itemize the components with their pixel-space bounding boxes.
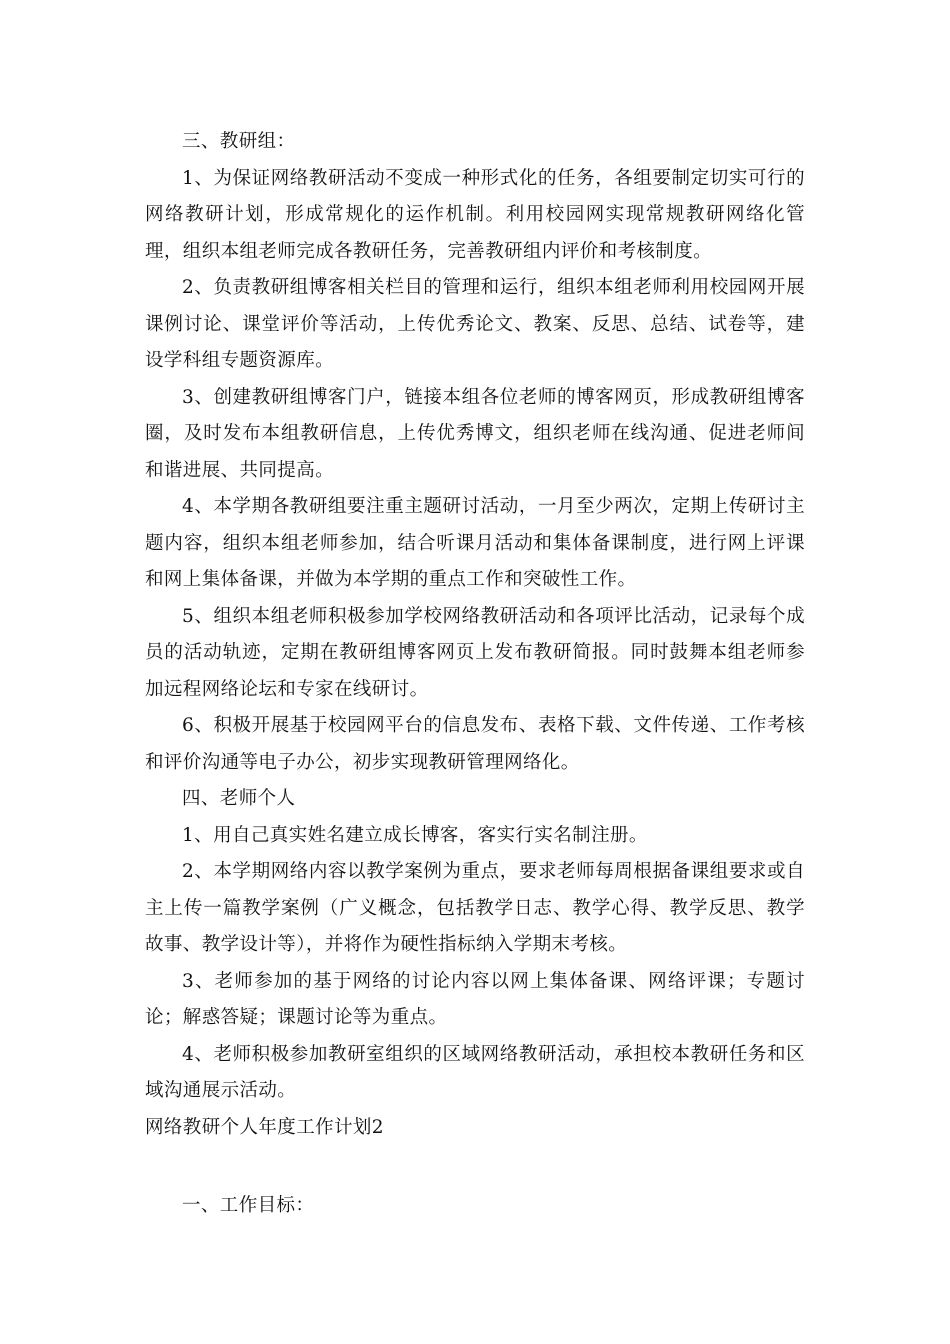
- heading-teacher-individual: 四、老师个人: [182, 788, 296, 809]
- paragraph: 1、为保证网络教研活动不变成一种形式化的任务，各组要制定切实可行的网络教研计划，形成常规化的运作机制。利用校园网实现常规教研网络化管理，组织本组老师完成各教研任务，完善教研组内评价和考核制度。: [145, 167, 805, 262]
- section-spacer: [145, 1146, 805, 1188]
- document-body: [145, 124, 805, 1225]
- section-title: 网络教研个人年度工作计划2: [145, 1116, 384, 1138]
- paragraph: 3、老师参加的基于网络的讨论内容以网上集体备课、网络评课；专题讨论；解惑答疑；课题讨论等为重点。: [145, 970, 805, 1028]
- paragraph: 4、老师积极参加教研室组织的区域网络教研活动，承担校本教研任务和区域沟通展示活动。: [145, 1043, 805, 1101]
- paragraph: 2、负责教研组博客相关栏目的管理和运行，组织本组老师利用校园网开展课例讨论、课堂评价等活动，上传优秀论文、教案、反思、总结、试卷等，建设学科组专题资源库。: [145, 277, 805, 371]
- paragraph: 2、本学期网络内容以教学案例为重点，要求老师每周根据备课组要求或自主上传一篇教学案例（广义概念，包括教学日志、教学心得、教学反思、教学故事、教学设计等），并将作为硬性指标纳入学期末考核。: [145, 861, 805, 955]
- paragraph: 4、本学期各教研组要注重主题研讨活动，一月至少两次，定期上传研讨主题内容，组织本组老师参加，结合听课月活动和集体备课制度，进行网上评课和网上集体备课，并做为本学期的重点工作和突破性工作。: [145, 496, 805, 590]
- paragraph: 6、积极开展基于校园网平台的信息发布、表格下载、文件传递、工作考核和评价沟通等电子办公，初步实现教研管理网络化。: [145, 715, 805, 773]
- paragraph: 1、用自己真实姓名建立成长博客，客实行实名制注册。: [182, 824, 648, 846]
- paragraph: 5、组织本组老师积极参加学校网络教研活动和各项评比活动，记录每个成员的活动轨迹，定期在教研组博客网页上发布教研简报。同时鼓舞本组老师参加远程网络论坛和专家在线研讨。: [145, 605, 805, 700]
- paragraph: 3、创建教研组博客门户，链接本组各位老师的博客网页，形成教研组博客圈，及时发布本组教研信息，上传优秀博文，组织老师在线沟通、促进老师间和谐进展、共同提高。: [145, 386, 805, 481]
- heading-teaching-group: 三、教研组：: [182, 131, 296, 152]
- heading-work-goals: 一、工作目标：: [182, 1195, 315, 1216]
